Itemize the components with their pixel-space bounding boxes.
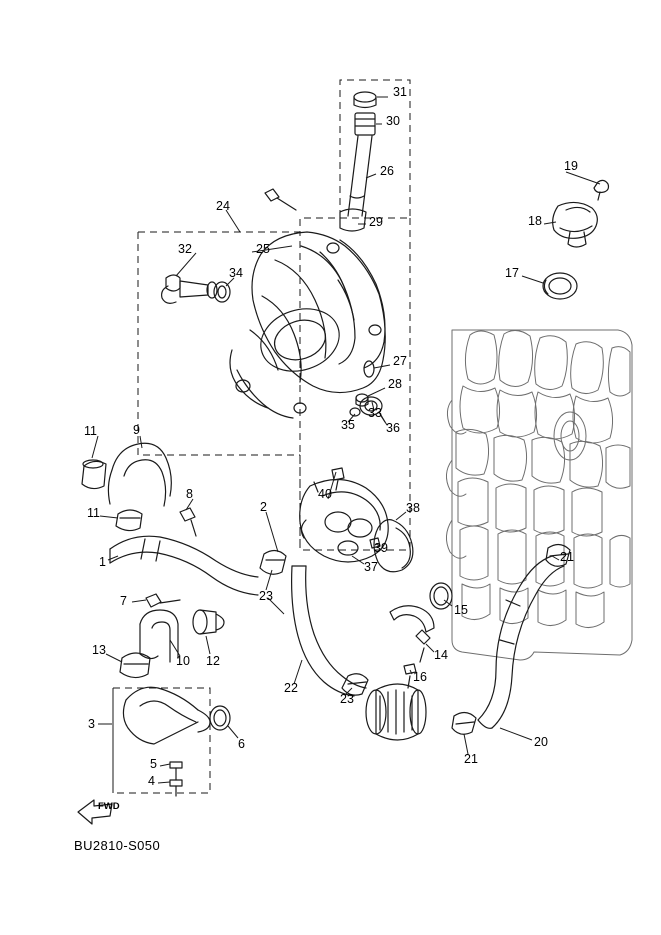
callout-30: 30	[386, 114, 400, 128]
callout-38: 38	[406, 501, 420, 515]
callout-9: 9	[133, 423, 140, 437]
callout-7: 7	[120, 594, 127, 608]
callout-33: 33	[368, 406, 382, 420]
callout-8: 8	[186, 487, 193, 501]
callout-16: 16	[413, 670, 427, 684]
callout-24: 24	[216, 199, 230, 213]
callout-5: 5	[150, 757, 157, 771]
callout-18: 18	[528, 214, 542, 228]
callout-1: 1	[99, 555, 106, 569]
callout-6: 6	[238, 737, 245, 751]
callout-26: 26	[380, 164, 394, 178]
callout-19: 19	[564, 159, 578, 173]
callout-11-upper: 11	[84, 424, 97, 438]
callout-34: 34	[229, 266, 243, 280]
callout-12: 12	[206, 654, 220, 668]
callout-32: 32	[178, 242, 192, 256]
part-code-label: BU2810-S050	[74, 838, 161, 853]
fwd-direction-label: FWD	[98, 801, 120, 812]
callout-35: 35	[341, 418, 355, 432]
callout-37: 37	[364, 560, 378, 574]
callout-23-lower: 23	[340, 692, 354, 706]
callout-27: 27	[393, 354, 407, 368]
callout-40: 40	[318, 487, 332, 501]
callout-39: 39	[374, 541, 388, 555]
callout-17: 17	[505, 266, 519, 280]
callout-28: 28	[388, 377, 402, 391]
callout-31: 31	[393, 85, 407, 99]
callout-21-lower: 21	[464, 752, 478, 766]
callout-2: 2	[260, 500, 267, 514]
callout-23-upper: 23	[259, 589, 273, 603]
callout-21-upper: 21	[560, 550, 574, 564]
callout-3: 3	[88, 717, 95, 731]
callout-15: 15	[454, 603, 468, 617]
callout-10: 10	[176, 654, 190, 668]
callout-14: 14	[434, 648, 448, 662]
callout-36: 36	[386, 421, 400, 435]
callout-11-lower: 11	[87, 506, 100, 520]
callout-13: 13	[92, 643, 106, 657]
callout-29: 29	[369, 215, 383, 229]
callout-20: 20	[534, 735, 548, 749]
callout-4: 4	[148, 774, 155, 788]
callout-22: 22	[284, 681, 298, 695]
callout-25: 25	[256, 242, 270, 256]
